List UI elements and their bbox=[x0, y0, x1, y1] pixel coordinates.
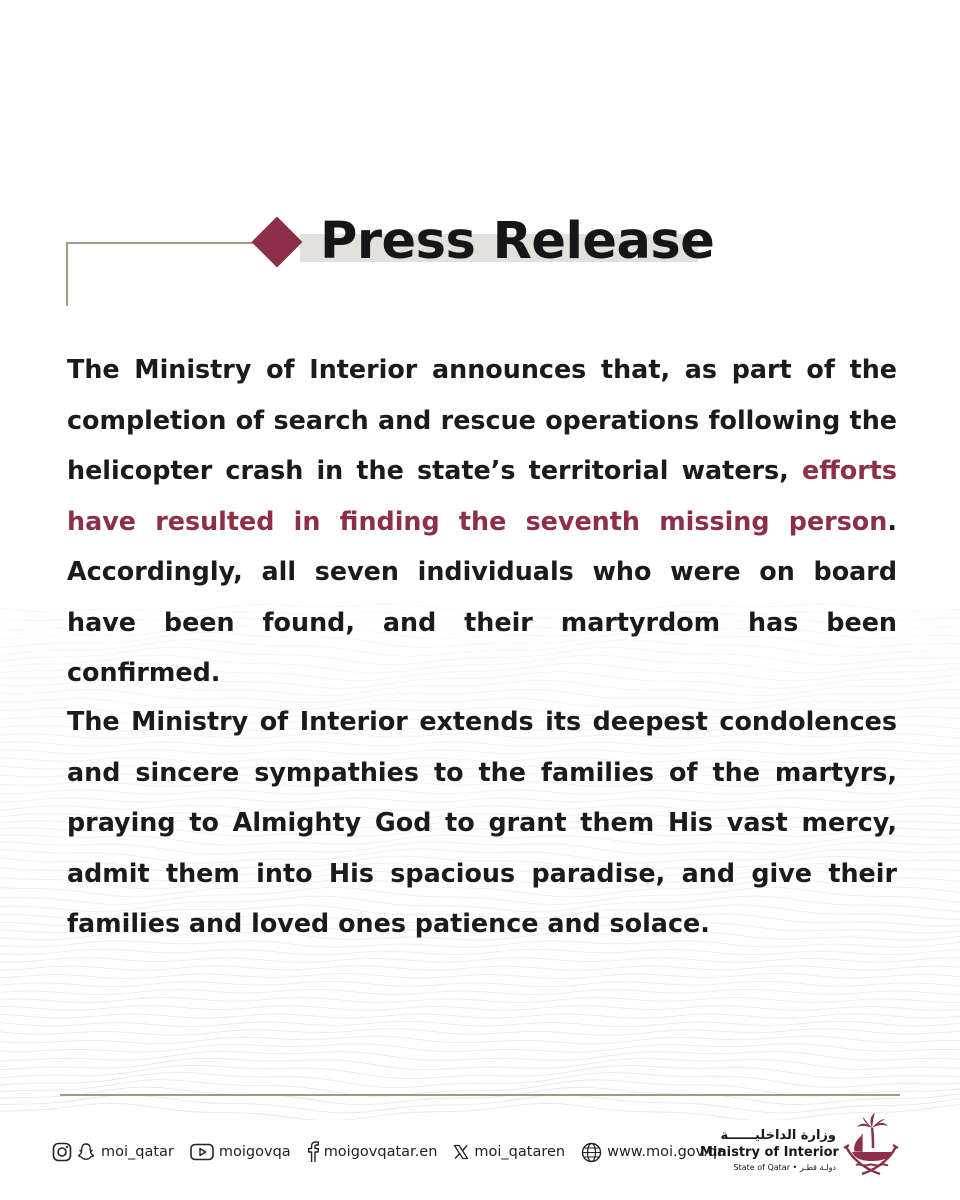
logo-english-name: Ministry of Interior bbox=[700, 1145, 839, 1160]
social-handle-moi-qataren: moi_qataren bbox=[474, 1144, 566, 1160]
paragraph-announcement-start: The Ministry of Interior announces that, as part of the completion of search and rescue operations following the helicopter crash in the state’s territorial waters, bbox=[67, 354, 897, 485]
wave-line bbox=[0, 1006, 960, 1011]
paragraph-announcement-end: . Accordingly, all seven individuals who were on board have been found, and their martyrdom has been confirmed. bbox=[67, 505, 897, 687]
ministry-logo-text bbox=[700, 1128, 839, 1174]
social-handle-moigovqa: moigovqa bbox=[218, 1144, 291, 1160]
wave-line bbox=[0, 974, 960, 979]
snapchat-icon bbox=[76, 1142, 96, 1162]
social-handle-moigovqatar-en: moigovqatar.en bbox=[323, 1144, 438, 1160]
wave-line bbox=[0, 1044, 960, 1053]
social-handle-moi-qatar: moi_qatar bbox=[101, 1144, 174, 1160]
instagram-icon bbox=[52, 1142, 72, 1162]
x-icon bbox=[453, 1144, 469, 1160]
facebook-icon bbox=[307, 1141, 319, 1163]
social-youtube[interactable] bbox=[190, 1143, 291, 1161]
wave-line bbox=[0, 1051, 960, 1061]
page-title: Press Release bbox=[320, 212, 715, 271]
social-facebook[interactable] bbox=[307, 1141, 438, 1163]
wave-line bbox=[0, 989, 960, 994]
wave-line bbox=[0, 1021, 960, 1026]
social-x[interactable] bbox=[453, 1144, 565, 1160]
ministry-emblem-icon bbox=[840, 1108, 902, 1176]
title-corner-line bbox=[66, 242, 260, 306]
social-handle-website: www.moi.gov.qa bbox=[607, 1144, 726, 1160]
wave-line bbox=[0, 1014, 960, 1018]
wave-line bbox=[0, 981, 960, 986]
footer-divider bbox=[60, 1094, 900, 1096]
wave-line bbox=[0, 1036, 960, 1044]
social-instagram-snapchat[interactable] bbox=[52, 1142, 174, 1162]
wave-line bbox=[0, 1103, 960, 1120]
wave-line bbox=[0, 1058, 960, 1070]
highlighted-text: efforts have resulted in finding the seventh missing person bbox=[67, 455, 897, 536]
paragraph-condolences: The Ministry of Interior extends its deepest condolences and sincere sympathies to the families of the martyrs, praying to Almighty God to grant them His vast mercy, admit them into His spacious paradise, and give their families and loved ones patience and solace. bbox=[67, 706, 897, 938]
wave-line bbox=[0, 998, 960, 1003]
youtube-icon bbox=[190, 1143, 214, 1161]
wave-line bbox=[0, 966, 960, 970]
wave-line bbox=[0, 1029, 960, 1036]
wave-line bbox=[0, 958, 960, 963]
logo-arabic-name: وزارة الداخليــــــة bbox=[720, 1128, 836, 1143]
logo-subtitle: State of Qatar • دولـة قطـر bbox=[733, 1163, 836, 1172]
wave-line bbox=[0, 949, 960, 955]
social-links bbox=[52, 1138, 742, 1166]
paragraph-announcement bbox=[67, 344, 897, 698]
globe-icon bbox=[581, 1142, 602, 1163]
